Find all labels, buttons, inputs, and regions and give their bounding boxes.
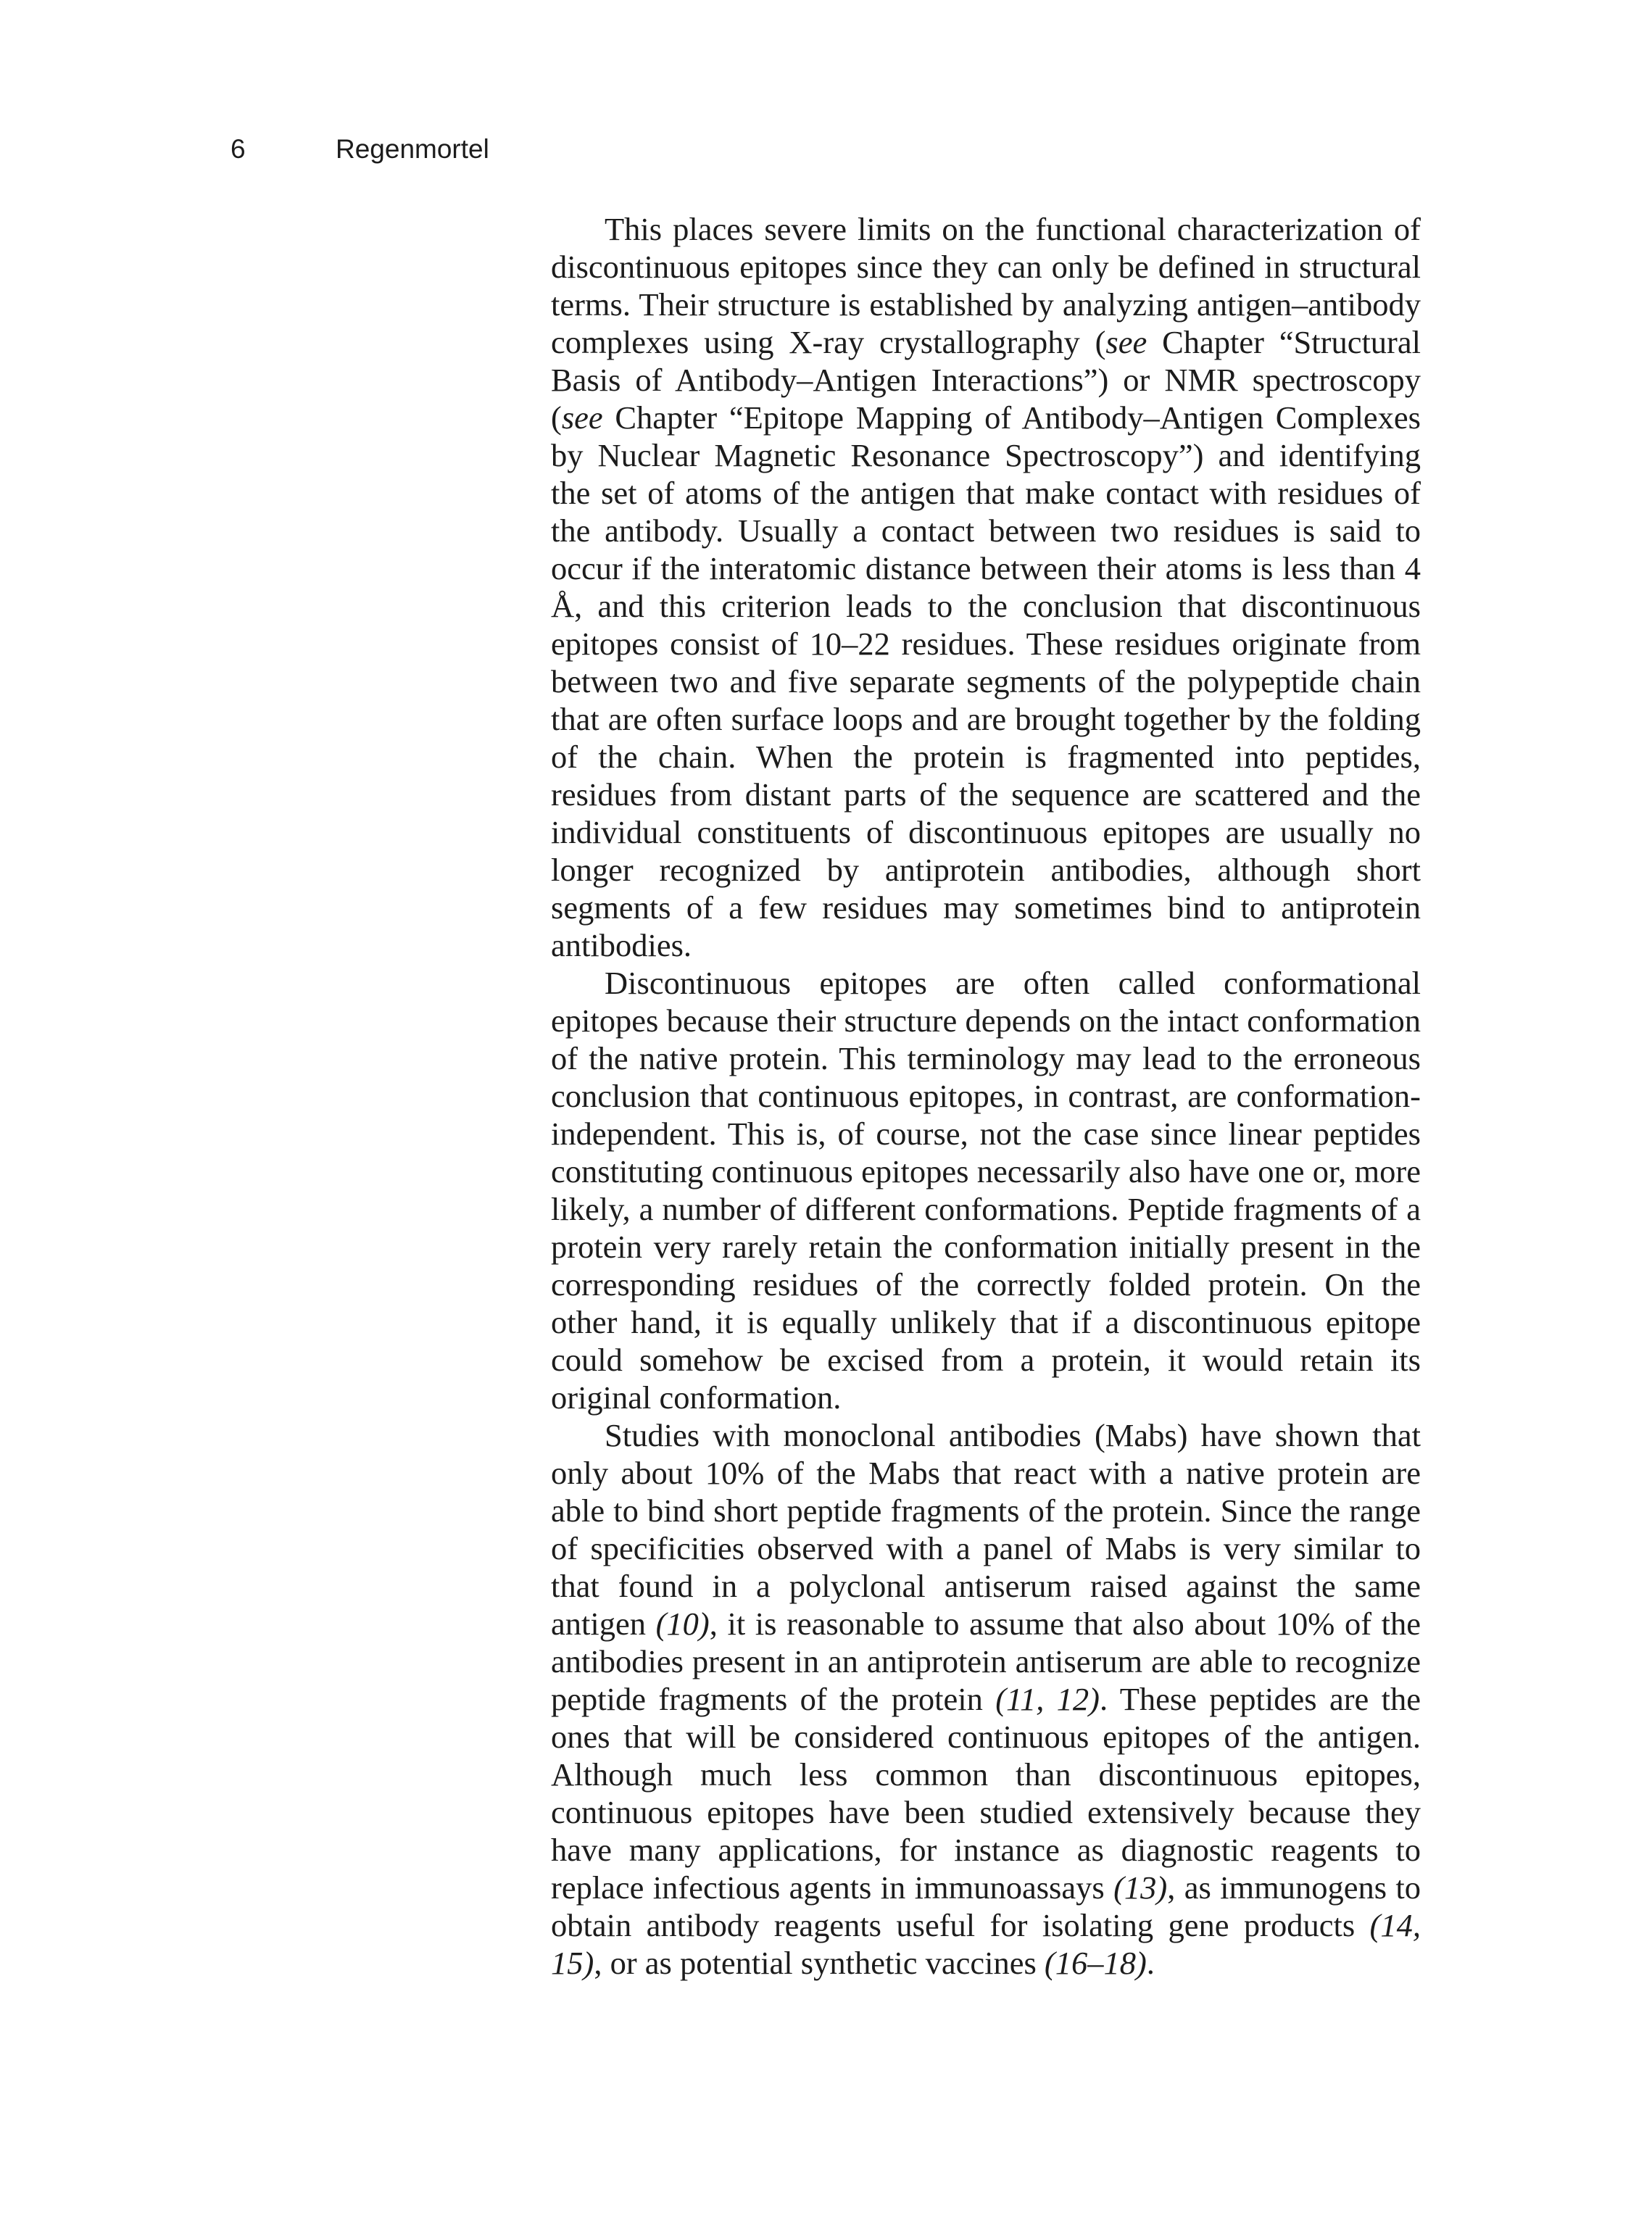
running-header xyxy=(231,128,489,171)
paragraph xyxy=(551,210,1421,964)
body-text xyxy=(551,210,1421,1982)
text-run: Studies with monoclonal antibodies (Mabs) have shown that only about 10% of the Mabs that react with a native protein are able to bind short peptide fragments of the protein. Since the range of specificities observed with a panel of Mabs is very similar to that found in a polyclonal antiserum raised against the same antigen xyxy=(551,1417,1421,1642)
paragraph xyxy=(551,1416,1421,1982)
text-run: Chapter “Structural Basis of Antibody–Antigen Interactions”) or NMR spectroscopy ( xyxy=(551,324,1421,436)
text-run: , or as potential synthetic vaccines xyxy=(594,1945,1045,1981)
citation-ref: (16–18) xyxy=(1044,1945,1147,1981)
text-run: Discontinuous epitopes are often called conformational epitopes because their structure depends on the intact conformation of the native protein. This terminology may lead to the erroneous conclusion that continuous epitopes, in contrast, are conformation-independent. This is, of course, not the case since linear peptides constituting continuous epitopes necessarily also have one or, more likely, a number of different conformations. Peptide fragments of a protein very rarely retain the conformation initially present in the corresponding residues of the correctly folded protein. On the other hand, it is equally unlikely that if a discontinuous epitope could somehow be excised from a protein, it would retain its original conformation. xyxy=(551,965,1421,1416)
italic-text-run: see xyxy=(1105,324,1147,360)
italic-text-run: see xyxy=(561,399,603,436)
text-run: , as immunogens to obtain antibody reagents useful for isolating gene products xyxy=(551,1869,1421,1943)
text-run: This places severe limits on the functional characterization of discontinuous epitopes since they can only be defined in structural terms. Their structure is established by analyzing antigen–antibody complexes using X-ray crystallography ( xyxy=(551,211,1421,360)
citation-ref: (14, 15) xyxy=(551,1907,1421,1981)
running-head-author: Regenmortel xyxy=(336,134,489,164)
citation-ref: (10) xyxy=(655,1606,710,1642)
text-run: . xyxy=(1146,1945,1155,1981)
text-run: Chapter “Epitope Mapping of Antibody–Antigen Complexes by Nuclear Magnetic Resonance Spectroscopy”) and identifying the set of atoms of the antigen that make contact with residues of the antibody. Usually a contact between two residues is said to occur if the interatomic distance between their atoms is less than 4 Å, and this criterion leads to the conclusion that discontinuous epitopes consist of 10–22 residues. These residues originate from between two and five separate segments of the polypeptide chain that are often surface loops and are brought together by the folding of the chain. When the protein is fragmented into peptides, residues from distant parts of the sequence are scattered and the individual constituents of discontinuous epitopes are usually no longer recognized by antiprotein antibodies, although short segments of a few residues may sometimes bind to antiprotein antibodies. xyxy=(551,399,1421,963)
text-run: . These peptides are the ones that will be considered continuous epitopes of the antigen. Although much less common than discontinuous epitopes, continuous epitopes have been studied extensively because they have many applications, for instance as diagnostic reagents to replace infectious agents in immunoassays xyxy=(551,1681,1421,1906)
text-run: , it is reasonable to assume that also about 10% of the antibodies present in an antiprotein antiserum are able to recognize peptide fragments of the protein xyxy=(551,1606,1421,1717)
page-number: 6 xyxy=(231,134,246,164)
citation-ref: (13) xyxy=(1113,1869,1168,1906)
paragraph xyxy=(551,964,1421,1416)
citation-ref: (11, 12) xyxy=(995,1681,1100,1717)
